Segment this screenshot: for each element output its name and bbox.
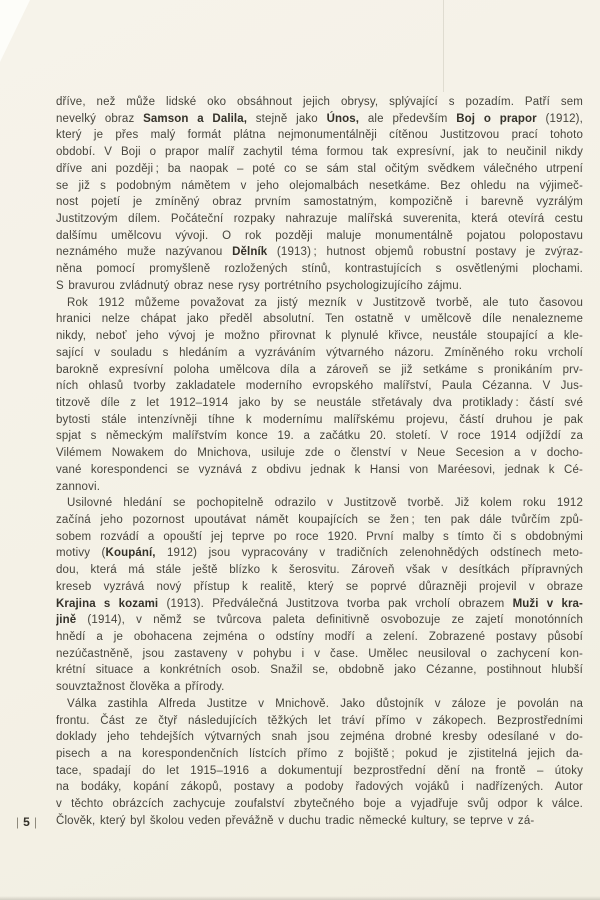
text-line: souvztažnost člověka a přírody.: [56, 681, 225, 694]
text-line: dříve ani později ; ba naopak – poté co se sám stal očitým svědkem válečného utrpení: [56, 162, 583, 175]
paragraph: [56, 495, 583, 696]
text-line: hnědí a je obohacena zejména o odstíny modří a zelení. Zobrazené postavy působí: [56, 631, 583, 643]
scan-bottom-edge-artifact: [0, 896, 600, 900]
paragraph: [56, 696, 583, 830]
page-number-right-bar: |: [34, 814, 37, 829]
text-line: motivy (Koupání, 1912) jsou vypracovány v tradičních zelenohnědých odstínech meto-: [56, 547, 583, 560]
text-line: barokně expresívní poloha umělcova díla a zároveň se již setkáme s pronikáním prv-: [56, 363, 583, 376]
text-line: Člověk, který byl školou veden převážně v duchu tradic německé kultury, se teprve v zá-: [56, 814, 535, 827]
page-number-left-bar: |: [16, 814, 19, 829]
text-line: titzově díle z let 1912–1914 jako by se neustále střetávaly dva protiklady : částí své: [56, 396, 583, 409]
text-line: dalšímu umělcovu vývoji. O rok později maluje monumentálně pojatou polopostavu: [56, 229, 583, 242]
scan-corner-artifact: [0, 0, 30, 62]
text-line: nost pojetí je zmíněný obraz prvním samostatným, kompozičně i barevně vyzrálým: [56, 196, 583, 209]
text-line: v těchto obrázcích zachycuje zoufalství zbytečného boje a vyjadřuje svůj odpor k válce.: [56, 798, 583, 811]
text-line: dou, která má stále ještě blízko k šerosvitu. Zároveň však v desítkách přípravných: [56, 564, 583, 577]
text-line: dříve, než může lidské oko obsáhnout jejich obrysy, splývající s pozadím. Patří sem: [56, 96, 583, 108]
text-line: kreseb vyzrává nový přístup k realitě, který se poprvé důrazněji projevil v obraze: [56, 580, 583, 593]
text-line: Válka zastihla Alfreda Justitze v Mnichově. Jako důstojník v záloze je povolán na: [67, 697, 583, 710]
text-line: tace, spadají do let 1915–1916 a dokumentují bezprostřední dění na frontě – útoky: [56, 764, 583, 777]
text-line: Rok 1912 můžeme považovat za jistý mezník v Justitzově tvorbě, ale tuto časovou: [67, 296, 583, 309]
text-line: bytosti stále intenzívněji tíhne k modernímu malířskému projevu, částí druhou je pak: [56, 413, 583, 426]
text-line: Justitzovým dílem. Počáteční rozpaky nahrazuje malířská suverenita, která otevírá cestu: [56, 213, 583, 226]
text-line: S bravurou zvládnutý obraz nese rysy portrétního psychologizujícího zájmu.: [56, 279, 463, 292]
text-line: nezúčastněně, jsou zastaveny v pohybu i v čase. Umělec neusiloval o zachycení kon-: [56, 647, 583, 660]
paragraph: [56, 295, 583, 496]
text-line: neznámého muže nazývanou Dělník (1913) ; hutnost objemů robustní postavy je zvýraz-: [56, 246, 583, 259]
page-number-value: 5: [23, 814, 30, 829]
text-line: hranici nelze chápat jako předěl absolutní. Ten ostatně v umělcově díle nenalezneme: [56, 313, 583, 326]
page-number: [16, 814, 37, 831]
text-line: Krajina s kozami (1913). Předválečná Justitzova tvorba pak vrcholí obrazem Muži v kra-: [56, 597, 583, 610]
text-line: Usilovné hledání se pochopitelně odrazilo v Justitzově tvorbě. Již kolem roku 1912: [67, 497, 583, 510]
text-line: se již s podobným námětem v jeho olejomalbách nesetkáme. Bez ohledu na výjimeč-: [56, 179, 583, 192]
text-line: Vilémem Nowakem do Mnichova, usiluje zde o členství v Neue Secesion a v docho-: [56, 447, 583, 460]
text-line: vané korespondenci se vyznává z obdivu jednak k Hansi von Maréesovi, jednak k Cé-: [56, 463, 583, 476]
text-line: období. V Boji o prapor malíř zachytil téma formou tak expresívní, jak to neučinil nikdy: [56, 146, 583, 159]
text-block: [56, 94, 583, 830]
text-line: na bodáky, kopání zákopů, postavy a podoby řadových vojáků i nadřízených. Autor: [56, 781, 583, 794]
text-line: doklady jeho tehdejších výtvarných snah jsou zejména drobné kresby odesílané v do-: [56, 731, 583, 744]
text-line: sající v souladu s hledáním a vyzráváním výtvarného názoru. Zmíněného roku vrcholí: [56, 346, 583, 359]
paragraph: [56, 94, 583, 295]
text-line: jině (1914), v němž se tvůrcova paleta definitivně osvobozuje ze zajetí monotónních: [56, 614, 583, 627]
text-line: začíná jeho pozornost upoutávat námět koupajících se žen ; ten pak dále tvůrčím způ-: [56, 513, 583, 526]
text-line: ních ohlasů tvorby zakladatele moderního evropského malířství, Paula Cézanna. V Jus-: [56, 380, 583, 393]
scan-scratch-artifact: [443, 0, 444, 92]
text-line: frontu. Část ze čtyř následujících těžkých let tráví přímo v zákopech. Bezprostředními: [56, 714, 583, 727]
text-line: zannovi.: [56, 480, 101, 493]
text-line: který je přes malý formát plátna nejmonumentálněji cítěnou Justitzovou prací tohoto: [56, 129, 583, 142]
text-line: sobem rozvádí a opouští jej teprve po roce 1920. První malby s tímto či s obdobnými: [56, 530, 583, 543]
text-line: spjat s německým malířstvím konce 19. a začátku 20. století. V roce 1914 odjíždí za: [56, 430, 583, 443]
text-line: pisech a na korespondenčních lístcích přímo z bojiště ; pokud je zjistitelná jejich da-: [56, 748, 583, 761]
text-line: nevelký obraz Samson a Dalila, stejně jako Únos, ale především Boj o prapor (1912),: [56, 112, 583, 125]
text-line: něna pomocí promyšleně rozložených stínů, kontrastujících s osvětlenými plochami.: [56, 263, 583, 276]
text-line: krétní situace a konkrétních osob. Snažil se, obdobně jako Cézanne, postihnout hlubší: [56, 664, 583, 677]
text-line: nikdy, neboť jeho vývoj je možno přirovnat k plynulé křivce, neustále stoupající a kle-: [56, 330, 583, 343]
